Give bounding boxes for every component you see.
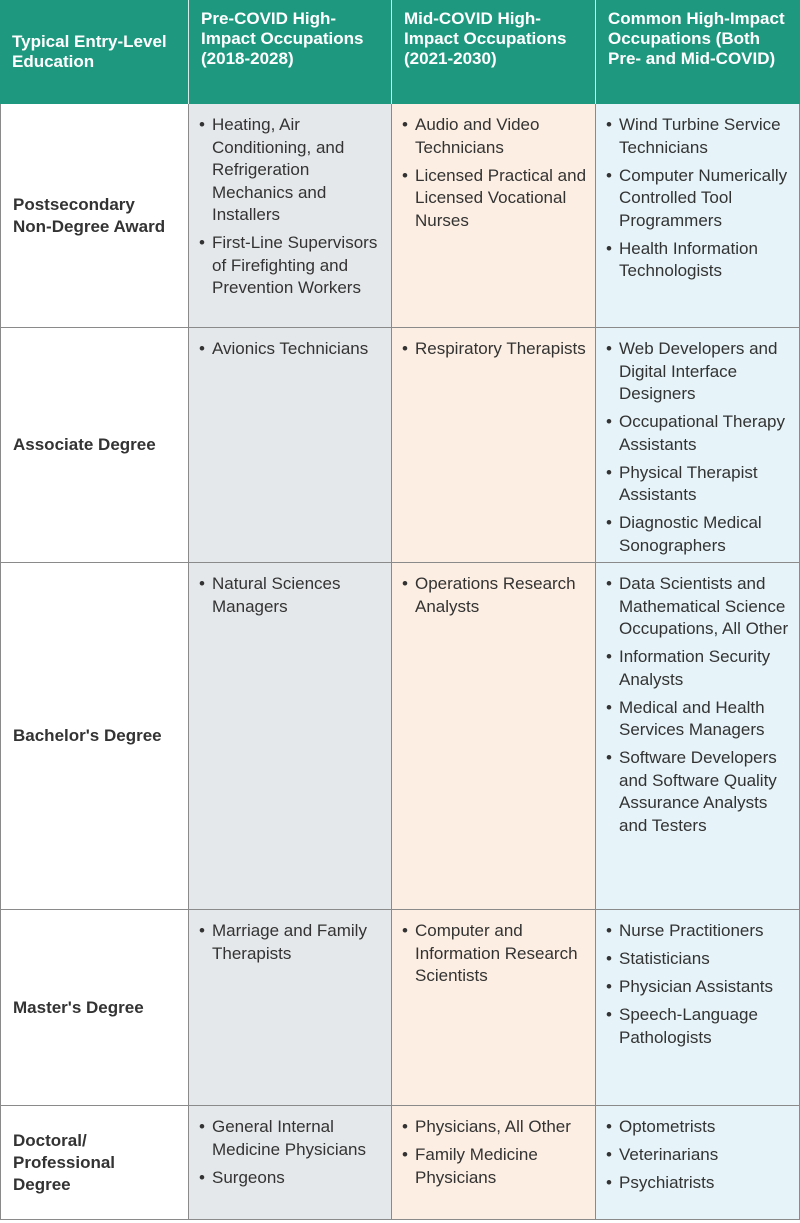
list-item: • Natural Sciences Managers	[199, 573, 385, 618]
cell-mid-covid	[392, 910, 596, 1106]
list-item: • Avionics Technicians	[199, 338, 385, 361]
list-item: • Optometrists	[606, 1116, 793, 1139]
occupation-list	[606, 1116, 793, 1195]
header-common	[596, 0, 800, 104]
header-mid-covid	[392, 0, 596, 104]
occupation-list	[199, 920, 385, 965]
cell-mid-covid	[392, 328, 596, 563]
list-item: • Veterinarians	[606, 1144, 793, 1167]
occupation-list	[606, 920, 793, 1049]
cell-common	[596, 104, 800, 328]
header-common-label: Common High-Impact Occupations (Both Pre- and Mid-COVID)	[608, 9, 785, 68]
row-label-associate	[0, 328, 189, 563]
list-item: • Physical Therapist Assistants	[606, 462, 793, 507]
row-label-text: Doctoral/ Professional Degree	[13, 1130, 116, 1194]
cell-common	[596, 328, 800, 563]
list-item: • Marriage and Family Therapists	[199, 920, 385, 965]
row-label-text: Master's Degree	[13, 997, 144, 1017]
list-item: • Data Scientists and Mathematical Science Occupations, All Other	[606, 573, 793, 641]
list-item: • Speech-Language Pathologists	[606, 1004, 793, 1049]
occupation-list	[606, 338, 793, 557]
cell-common	[596, 910, 800, 1106]
header-pre-covid	[189, 0, 392, 104]
cell-common	[596, 1106, 800, 1220]
list-item: • Surgeons	[199, 1167, 385, 1190]
occupation-list	[199, 573, 385, 618]
occupation-list	[402, 338, 589, 361]
cell-pre-covid	[189, 328, 392, 563]
list-item: • Medical and Health Services Managers	[606, 697, 793, 742]
occupation-list	[606, 114, 793, 283]
occupation-list	[402, 1116, 589, 1189]
cell-pre-covid	[189, 1106, 392, 1220]
occupation-list	[199, 1116, 385, 1189]
list-item: • Operations Research Analysts	[402, 573, 589, 618]
row-label-text: Bachelor's Degree	[13, 726, 162, 745]
list-item: • Health Information Technologists	[606, 238, 793, 283]
list-item: • Statisticians	[606, 948, 793, 971]
list-item: • Psychiatrists	[606, 1172, 793, 1195]
occupation-list	[402, 920, 589, 988]
list-item: • Information Security Analysts	[606, 646, 793, 691]
cell-mid-covid	[392, 563, 596, 910]
cell-pre-covid	[189, 563, 392, 910]
cell-mid-covid	[392, 1106, 596, 1220]
list-item: • Physician Assistants	[606, 976, 793, 999]
list-item: • Nurse Practitioners	[606, 920, 793, 943]
header-education-label: Typical Entry-Level Education	[12, 32, 167, 71]
header-education	[0, 0, 189, 104]
row-label-text: Postsecondary Non-Degree Award	[13, 194, 166, 236]
list-item: • Wind Turbine Service Technicians	[606, 114, 793, 159]
cell-mid-covid	[392, 104, 596, 328]
list-item: • General Internal Medicine Physicians	[199, 1116, 385, 1161]
row-label-postsecondary	[0, 104, 189, 328]
row-label-doctoral	[0, 1106, 189, 1220]
occupation-list	[402, 573, 589, 618]
row-label-bachelors	[0, 563, 189, 910]
list-item: • Licensed Practical and Licensed Vocational Nurses	[402, 165, 589, 233]
list-item: • Software Developers and Software Quality Assurance Analysts and Testers	[606, 747, 793, 837]
list-item: • Audio and Video Technicians	[402, 114, 589, 159]
list-item: • Web Developers and Digital Interface Designers	[606, 338, 793, 406]
occupation-list	[199, 338, 385, 361]
list-item: • Diagnostic Medical Sonographers	[606, 512, 793, 557]
list-item: • Computer Numerically Controlled Tool Programmers	[606, 165, 793, 233]
list-item: • Heating, Air Conditioning, and Refrigeration Mechanics and Installers	[199, 114, 385, 227]
occupation-list	[606, 573, 793, 837]
list-item: • First-Line Supervisors of Firefighting and Prevention Workers	[199, 232, 385, 300]
occupation-list	[199, 114, 385, 300]
list-item: • Family Medicine Physicians	[402, 1144, 589, 1189]
cell-pre-covid	[189, 104, 392, 328]
row-label-text: Associate Degree	[13, 435, 156, 454]
row-label-masters	[0, 910, 189, 1106]
cell-common	[596, 563, 800, 910]
list-item: • Respiratory Therapists	[402, 338, 589, 361]
header-pre-covid-label: Pre-COVID High-Impact Occupations (2018-2028)	[201, 9, 364, 68]
list-item: • Occupational Therapy Assistants	[606, 411, 793, 456]
cell-pre-covid	[189, 910, 392, 1106]
occupation-list	[402, 114, 589, 232]
list-item: • Computer and Information Research Scientists	[402, 920, 589, 988]
list-item: • Physicians, All Other	[402, 1116, 589, 1139]
header-mid-covid-label: Mid-COVID High-Impact Occupations (2021-2030)	[404, 9, 567, 68]
